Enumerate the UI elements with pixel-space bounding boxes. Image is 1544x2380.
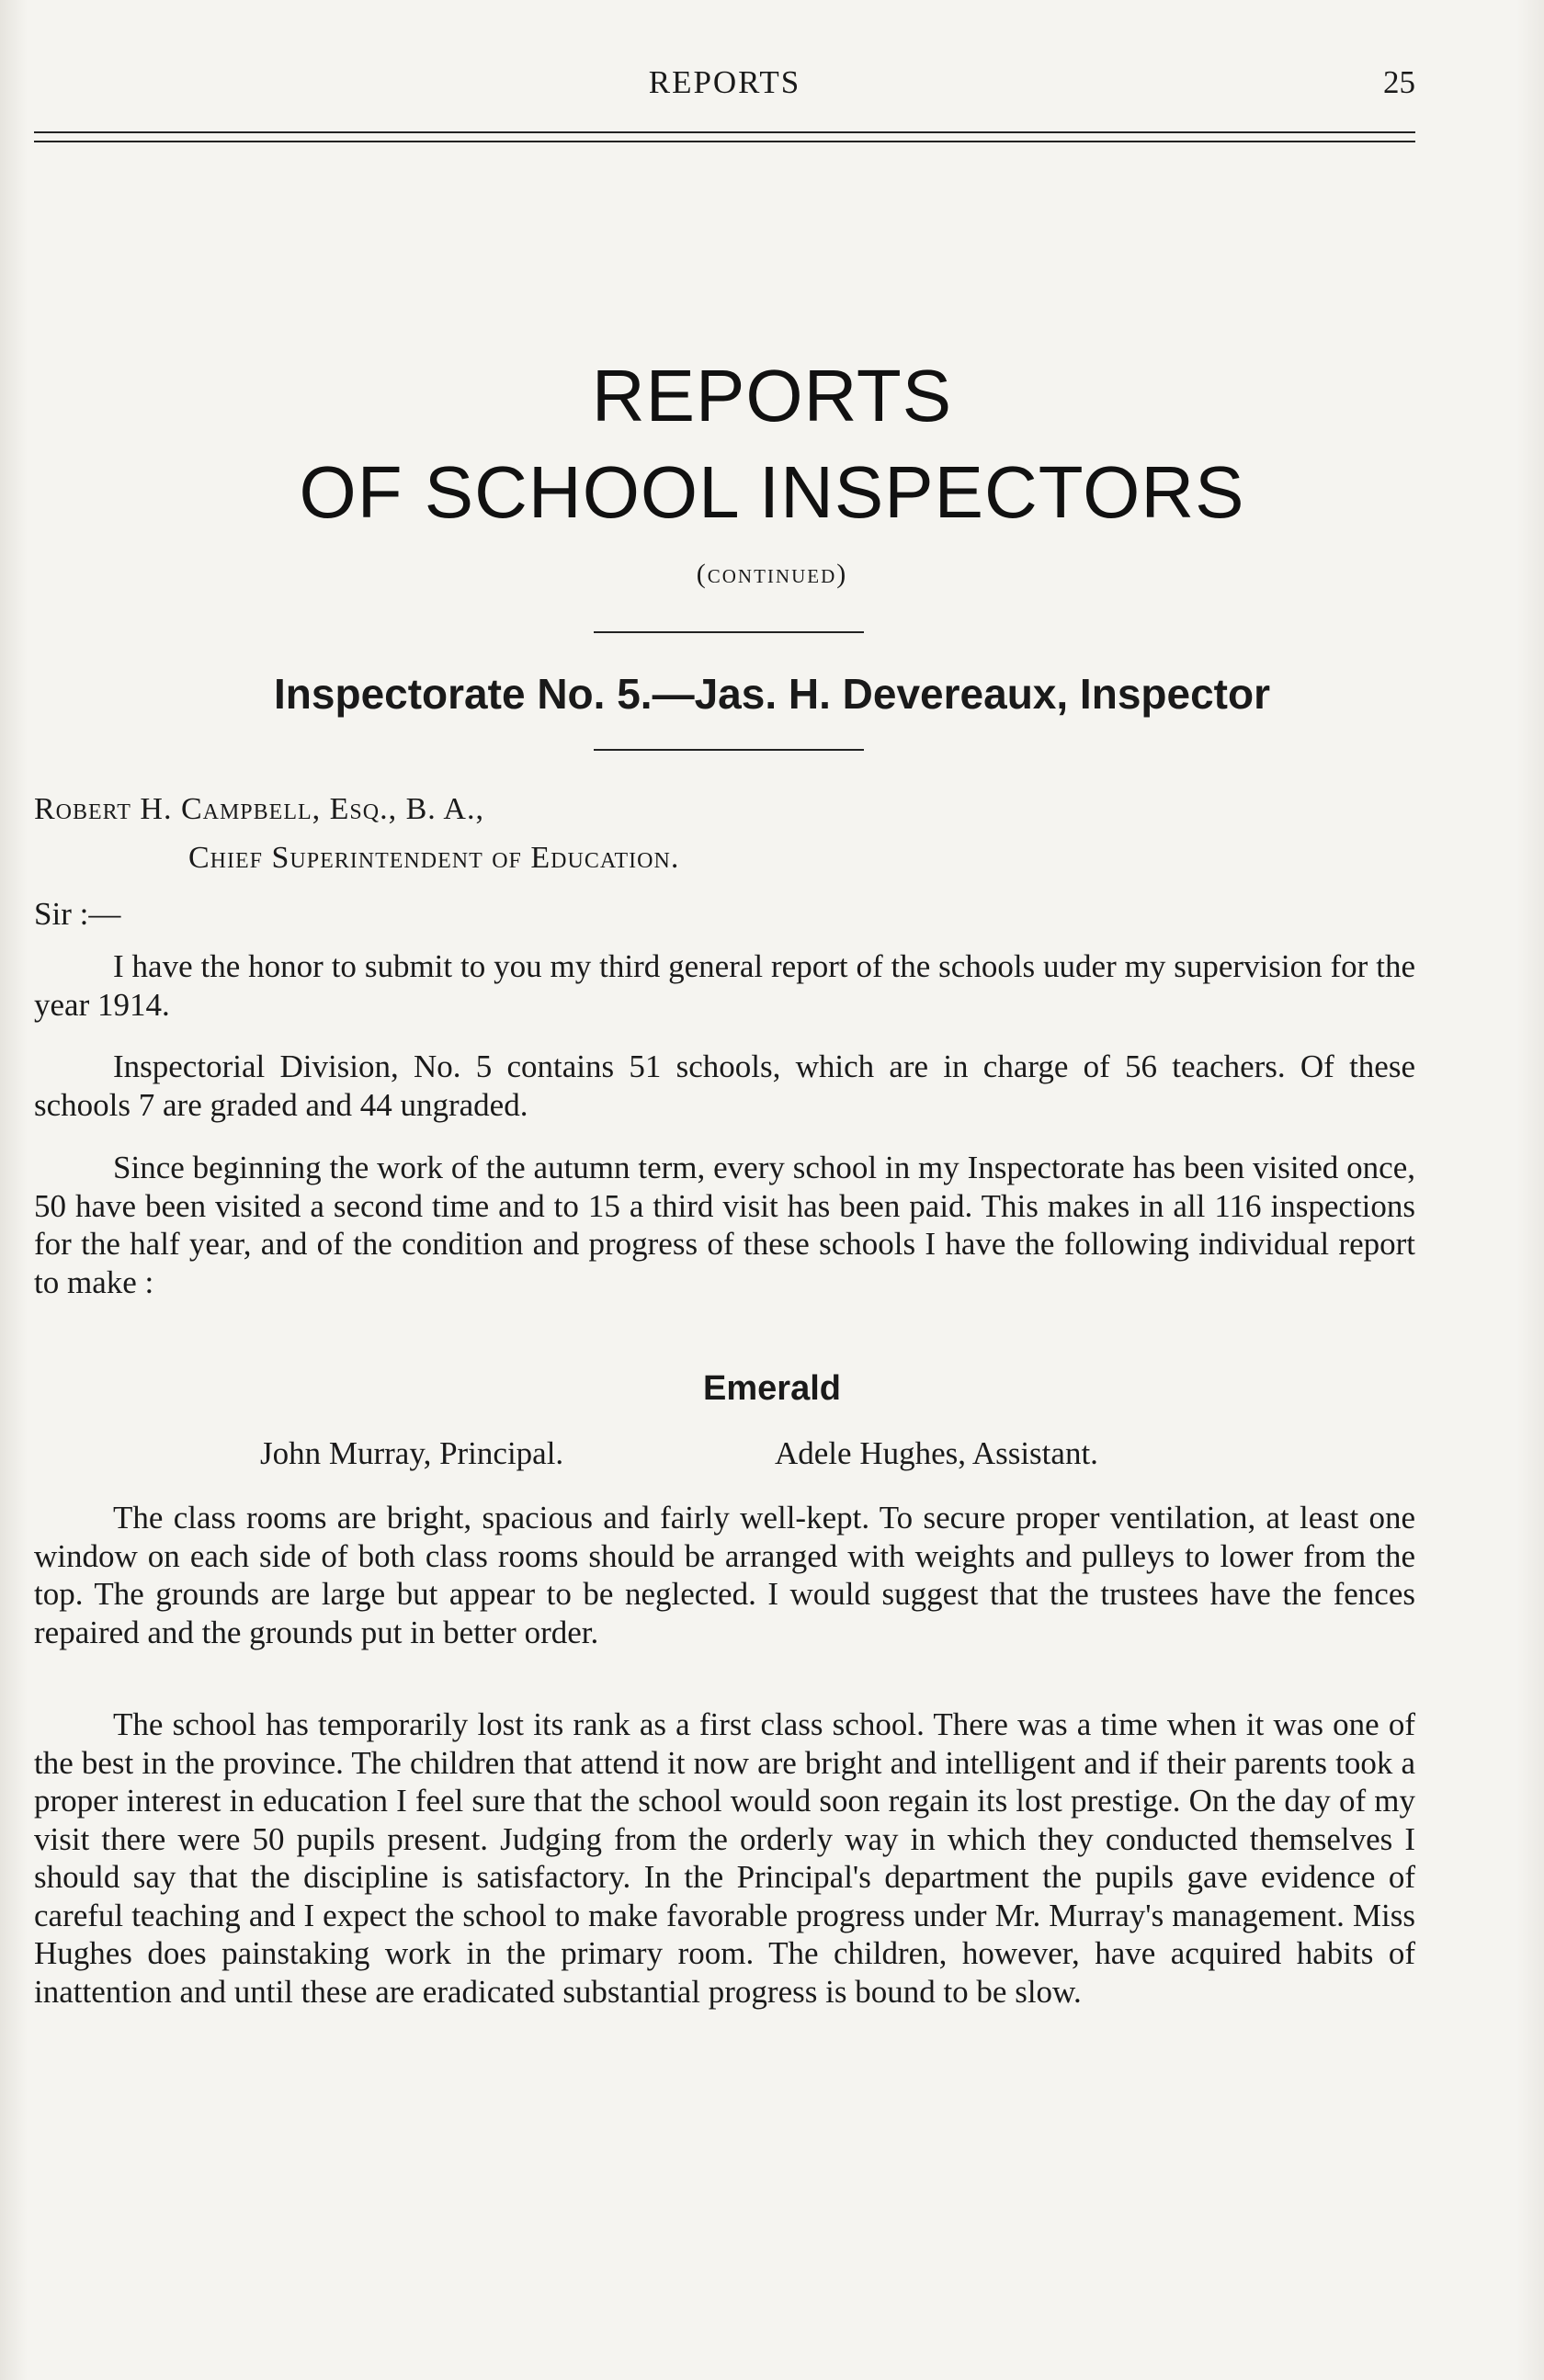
- body-paragraph: I have the honor to submit to you my third general report of the schools uuder my supervision for the year 1914.: [34, 948, 1415, 1023]
- school-heading: Emerald: [703, 1369, 841, 1408]
- principal-name: John Murray, Principal.: [260, 1435, 564, 1471]
- body-paragraph: Inspectorial Division, No. 5 contains 51 schools, which are in charge of 56 teachers. Of these schools 7 are graded and 44 ungraded.: [34, 1048, 1415, 1123]
- main-title-line-1: REPORTS: [591, 355, 953, 436]
- section-heading: Inspectorate No. 5.—Jas. H. Devereaux, Inspector: [274, 670, 1270, 718]
- body-paragraph: Since beginning the work of the autumn term, every school in my Inspectorate has been visited once, 50 have been visited a second time and to 15 a third visit has been paid. This makes in all 116 inspections for the half year, and of the condition and progress of these schools I have the following individual report to make :: [34, 1150, 1415, 1300]
- addressee-name: Robert H. Campbell, Esq., B. A.,: [34, 792, 484, 826]
- divider-rule: [594, 631, 864, 633]
- addressee-office: Chief Superintendent of Education.: [188, 841, 680, 875]
- assistant-name: Adele Hughes, Assistant.: [775, 1435, 1098, 1471]
- page-number: 25: [1383, 64, 1415, 100]
- running-title: REPORTS: [648, 64, 801, 100]
- running-head: [34, 64, 1415, 110]
- school-report-paragraph: The class rooms are bright, spacious and fairly well-kept. To secure proper ventilation, at least one window on each side of both class rooms should be arranged with weights and pulleys to lower from the top. The grounds are large but appear to be neglected. I would suggest that the trustees have the fences repaired and the grounds put in better order.: [34, 1500, 1415, 1650]
- school-report-paragraph: The school has temporarily lost its rank as a first class school. There was a time when it was one of the best in the province. The children that attend it now are bright and intelligent and if their parents took a proper interest in education I feel sure that the school would soon regain its lost prestige. On the day of my visit there were 50 pupils present. Judging from the orderly way in which they conducted themselves I should say that the discipline is satisfactory. In the Principal's department the pupils gave evidence of careful teaching and I expect the school to make favorable progress under Mr. Murray's management. Miss Hughes does painstaking work in the primary room. The children, however, have acquired habits of inattention and until these are eradicated substantial progress is bound to be slow.: [34, 1706, 1415, 2010]
- continued-label: (continued): [696, 559, 848, 589]
- salutation: Sir :—: [34, 896, 121, 932]
- double-rule: [34, 131, 1415, 142]
- divider-rule: [594, 749, 864, 751]
- main-title-line-2: OF SCHOOL INSPECTORS: [299, 451, 1245, 533]
